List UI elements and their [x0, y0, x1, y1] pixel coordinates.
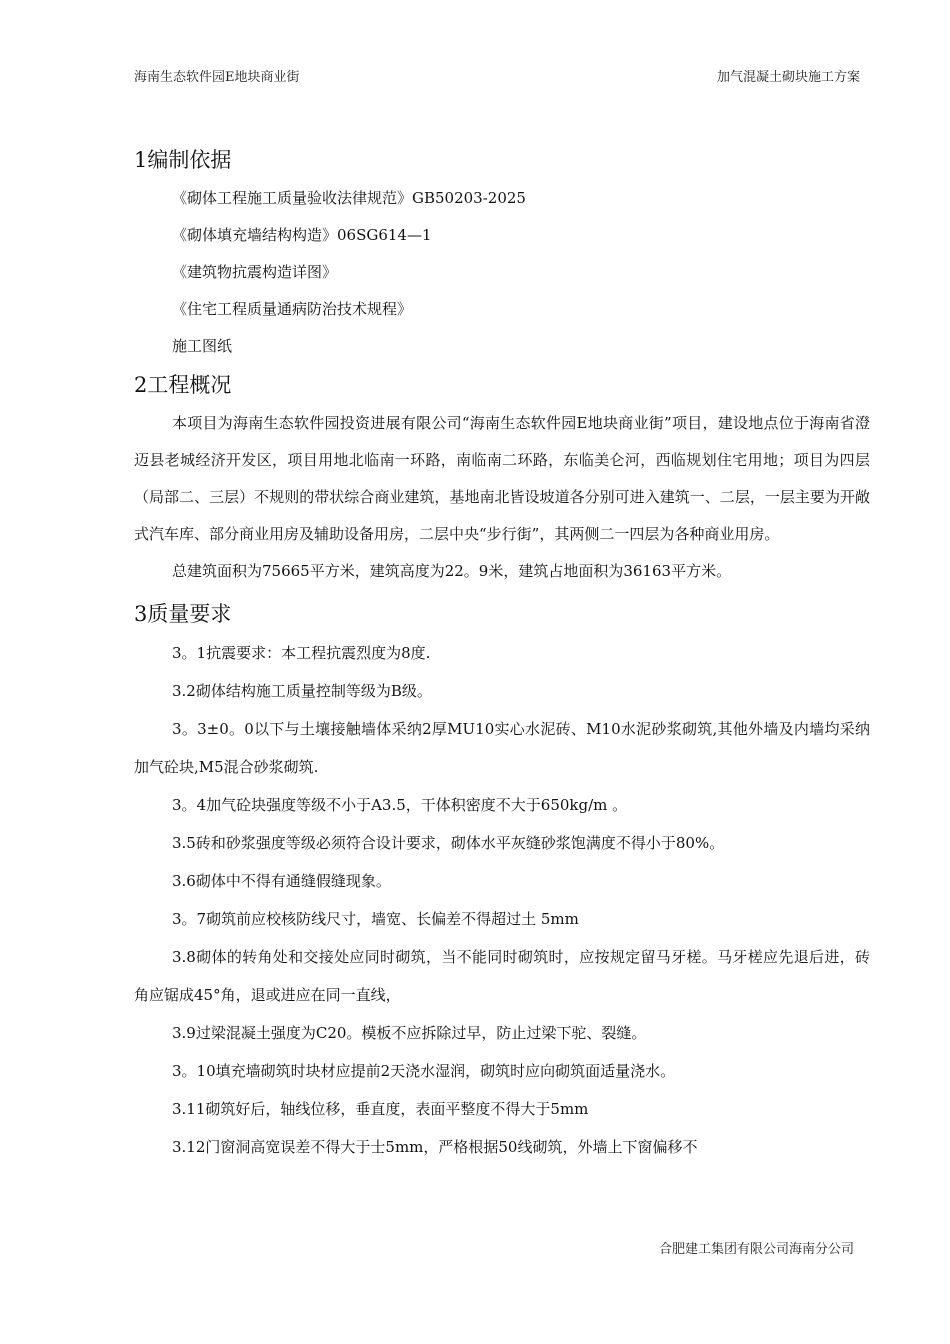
section-title: 3质量要求 — [134, 602, 232, 626]
paragraph: 3.12门窗洞高宽误差不得大于士5mm，严格根据50线砌筑，外墙上下窗偏移不 — [172, 1138, 698, 1156]
paragraph: 3.5砖和砂浆强度等级必须符合设计要求，砌体水平灰缝砂浆饱满度不得小于80%。 — [172, 834, 725, 852]
paragraph: 总建筑面积为75665平方米，建筑高度为22。9米，建筑占地面积为36163平方米。 — [172, 562, 732, 580]
header-right: 加气混凝土砌块施工方案 — [716, 70, 860, 85]
paragraph: 本项目为海南生态软件园投资进展有限公司“海南生态软件园E地块商业街”项目，建设地点位于海南省澄迈县老城经济开发区，项目用地北临南一环路，南临南二环路，东临美仑河，西临规划住宅用地；项目为四层（局部二、三层）不规则的带状综合商业建筑，基地南北皆设坡道各分别可进入建筑一、二层，一层主要为开敞式汽车库、部分商业用房及辅助设备用房，二层中央“步行街”，其两侧二一四层为各种商业用房。 — [134, 414, 870, 543]
section-title: 1编制依据 — [134, 148, 232, 172]
paragraph: 3.8砌体的转角处和交接处应同时砌筑，当不能同时砌筑时，应按规定留马牙槎。马牙槎应先退后进，砖角应锯成45°角，退或进应在同一直线， — [134, 948, 870, 1004]
paragraph: 3。1抗震要求：本工程抗震烈度为8度. — [172, 644, 431, 662]
document-body — [134, 140, 870, 1166]
paragraph: 施工图纸 — [172, 337, 233, 355]
paragraph: 3.2砌体结构施工质量控制等级为B级。 — [172, 682, 432, 700]
paragraph: 3.6砌体中不得有通缝假缝现象。 — [172, 872, 391, 890]
paragraph: 《砌体工程施工质量验收法律规范》GB50203-2025 — [172, 189, 526, 207]
paragraph: 3.11砌筑好后，轴线位移，垂直度，表面平整度不得大于5mm — [172, 1100, 589, 1118]
footer-company: 合肥建工集团有限公司海南分公司 — [658, 1242, 854, 1257]
paragraph: 3。10填充墙砌筑时块材应提前2天浇水湿润，砌筑时应向砌筑面适量浇水。 — [172, 1062, 676, 1080]
paragraph: 《住宅工程质量通病防治技术规程》 — [172, 300, 413, 318]
header-left: 海南生态软件园E地块商业街 — [134, 70, 300, 85]
paragraph: 3。3±0。0以下与土壤接触墙体采纳2厚MU10实心水泥砖、M10水泥砂浆砌筑,其他外墙及内墙均采纳加气砼块,M5混合砂浆砌筑. — [134, 720, 870, 776]
paragraph: 3。7砌筑前应校核防线尺寸，墙宽、长偏差不得超过土 5mm — [172, 910, 579, 928]
section-title: 2工程概况 — [134, 373, 232, 397]
paragraph: 《砌体填充墙结构构造》06SG614—1 — [172, 226, 432, 244]
paragraph: 3.9过梁混凝土强度为C20。模板不应拆除过早，防止过梁下驼、裂缝。 — [172, 1024, 647, 1042]
paragraph: 《建筑物抗震构造详图》 — [172, 263, 338, 281]
paragraph: 3。4加气砼块强度等级不小于A3.5，干体积密度不大于650kg/m 。 — [172, 796, 628, 814]
